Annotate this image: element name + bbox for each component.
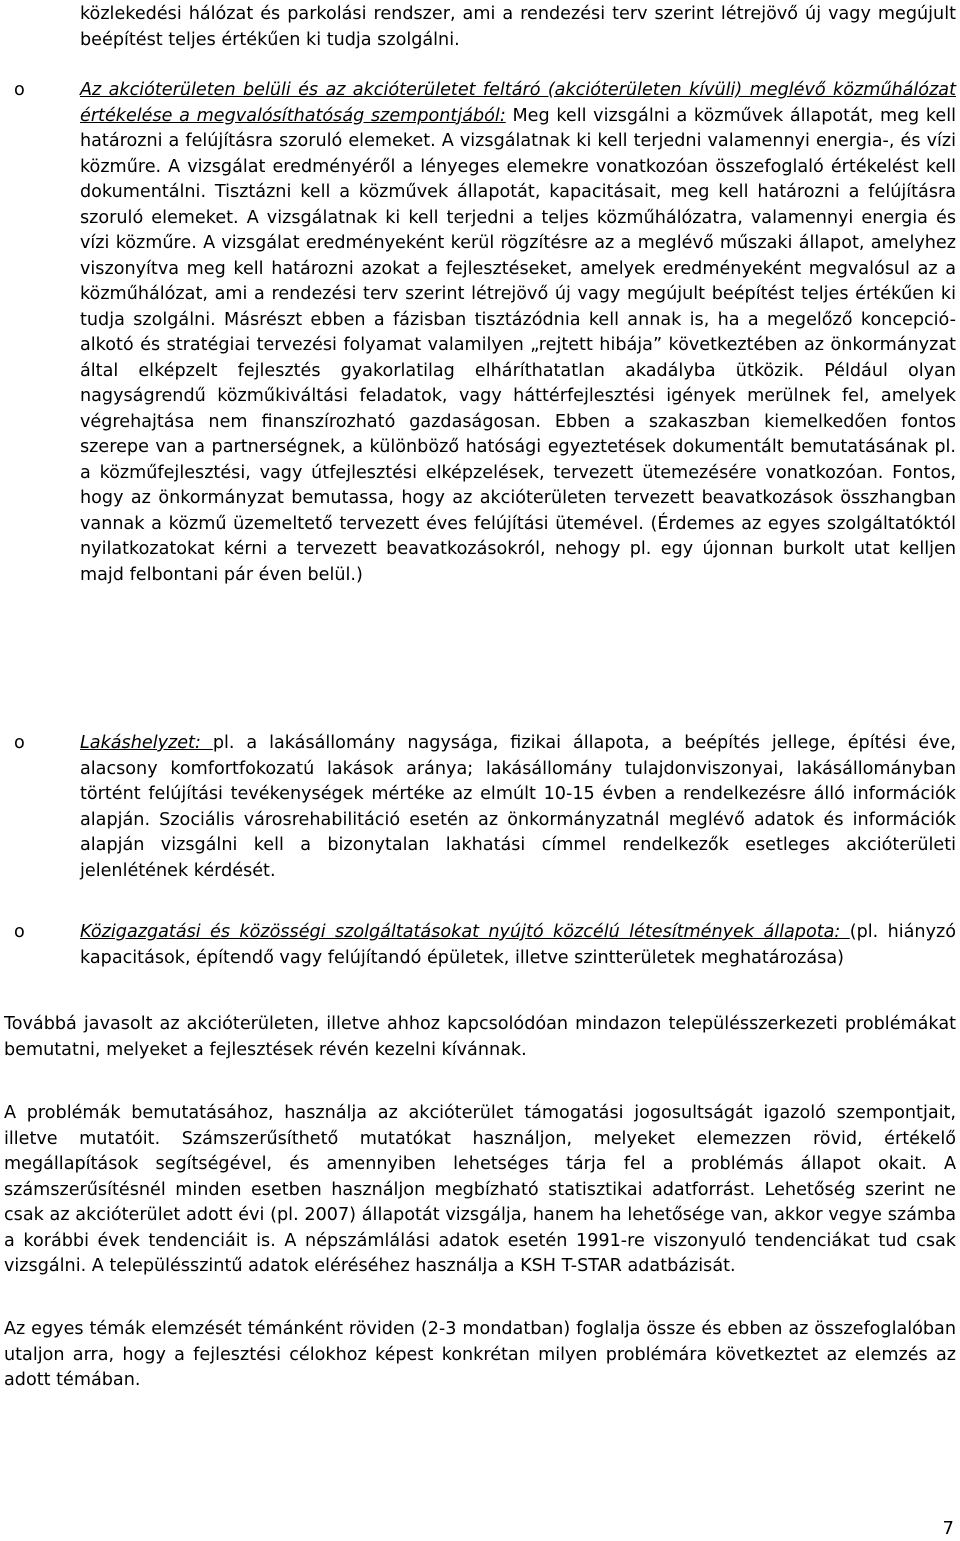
bullet-marker: o: [14, 733, 25, 753]
list-item-public-services: [14, 920, 956, 971]
list-item-text: [80, 920, 956, 971]
list-item-housing: [14, 731, 956, 884]
list-item-heading: Az akcióterületen belüli és az akcióterületet feltáró (akcióterületen kívüli) meglévő közműhálózat értékelése a megvalósíthatóság szempontjából:: [80, 80, 956, 126]
paragraph-indicators: A problémák bemutatásához, használja az akcióterület támogatási jogosultságát igazoló szempontjait, illetve mutatóit. Számszerűsíthető mutatókat használjon, melyeket elemezzen rövid, értékelő megállapítások segítségével, és amennyiben lehetséges tárja fel a problémás állapot okait. A számszerűsítésnél minden esetben használjon megbízható statisztikai adatforrást. Lehetőség szerint ne csak az akcióterület adott évi (pl. 2007) állapotát vizsgálja, hanem ha lehetősége van, akkor vegye számba a korábbi évek tendenciáit is. A népszámlálási adatok esetén 1991-re viszonyuló tendenciákat tud csak vizsgálni. A településszintű adatok eléréséhez használja a KSH T-STAR adatbázisát.: [4, 1103, 956, 1276]
list-item-body: pl. a lakásállomány nagysága, fizikai állapota, a beépítés jellege, építési éve, alacsony komfortfokozatú lakások aránya; lakásállomány tulajdonviszonyai, lakásállományban történt felújítási tevékenységek mértéke az elmúlt 10-15 évben a rendelkezésre álló információk alapján. Szociális városrehabilitáció esetén az önkormányzatnál meglévő adatok és információk alapján vizsgálni kell a bizonytalan lakhatási címmel rendelkezők esetleges akcióterületi jelenlétének kérdését.: [80, 733, 956, 881]
list-item-infrastructure: [14, 78, 956, 588]
list-item-body: Meg kell vizsgálni a közművek állapotát, meg kell határozni a felújításra szoruló elemeket. A vizsgálatnak ki kell terjedni valamennyi energia-, és vízi közműre. A vizsgálat eredményéről a lényeges elemekre vonatkozóan összefoglaló értékelést kell dokumentálni. Tisztázni kell a közművek állapotát, kapacitásait, meg kell határozni a felújításra szoruló elemeket. A vizsgálatnak ki kell terjedni a teljes közműhálózatra, valamennyi energia és vízi közműre. A vizsgálat eredményeként kerül rögzítésre az a meglévő műszaki állapot, amelyhez viszonyítva meg kell határozni azokat a fejlesztéseket, amelyek eredményeként megvalósul az a közműhálózat, ami a rendezési terv szerint létrejövő új vagy megújult beépítést teljes értékűen ki tudja szolgálni. Másrészt ebben a fázisban tisztázódnia kell annak is, ha a megelőző koncepció-alkotó és stratégiai tervezési folyamat valamilyen „rejtett hibája” következtében az önkormányzat által elképzelt fejlesztés gyakorlatilag elháríthatatlan akadályba ütközik. Például olyan nagyságrendű közműkiváltási feladatok, vagy háttérfejlesztési igények merülnek fel, amelyek végrehajtása nem finanszírozható gazdaságosan. Ebben a szakaszban kiemelkedően fontos szerepe van a partnerségnek, a különböző hatósági egyeztetések dokumentált bemutatásának pl. a közműfejlesztési, vagy útfejlesztési elképzelések, tervezett ütemezésére vonatkozóan. Fontos, hogy az önkormányzat bemutassa, hogy az akcióterületen tervezett beavatkozások összhangban vannak a közmű üzemeltető tervezett éves felújítási ütemével. (Érdemes az egyes szolgáltatóktól nyilatkozatokat kérni a tervezett beavatkozásokról, nehogy pl. egy újonnan burkolt utat kelljen majd felbontani pár éven belül.): [80, 105, 956, 585]
paragraph-summary: Az egyes témák elemzését témánként röviden (2-3 mondatban) foglalja össze és ebben az összefoglalóban utaljon arra, hogy a fejlesztési célokhoz képest konkrétan milyen problémára következtet az elemzés az adott témában.: [4, 1319, 956, 1390]
page-number: 7: [942, 1518, 954, 1539]
paragraph-structural-problems: Továbbá javasolt az akcióterületen, illetve ahhoz kapcsolódóan mindazon településszerkezeti problémákat bemutatni, melyeket a fejlesztések révén kezelni kívánnak.: [4, 1014, 956, 1060]
bullet-marker: o: [14, 80, 25, 100]
list-item-text: [80, 731, 956, 884]
list-item-heading: Lakáshelyzet:: [80, 733, 213, 753]
bullet-marker: o: [14, 922, 25, 942]
list-item-text: [80, 78, 956, 588]
list-item-body: (pl. hiányzó kapacitások, építendő vagy felújítandó épületek, illetve szintterületek meghatározása): [80, 922, 956, 968]
continuation-text: közlekedési hálózat és parkolási rendszer, ami a rendezési terv szerint létrejövő új vagy megújult beépítést teljes értékűen ki tudja szolgálni.: [80, 4, 956, 50]
list-item-heading: Közigazgatási és közösségi szolgáltatásokat nyújtó közcélú létesítmények állapota:: [80, 922, 850, 942]
